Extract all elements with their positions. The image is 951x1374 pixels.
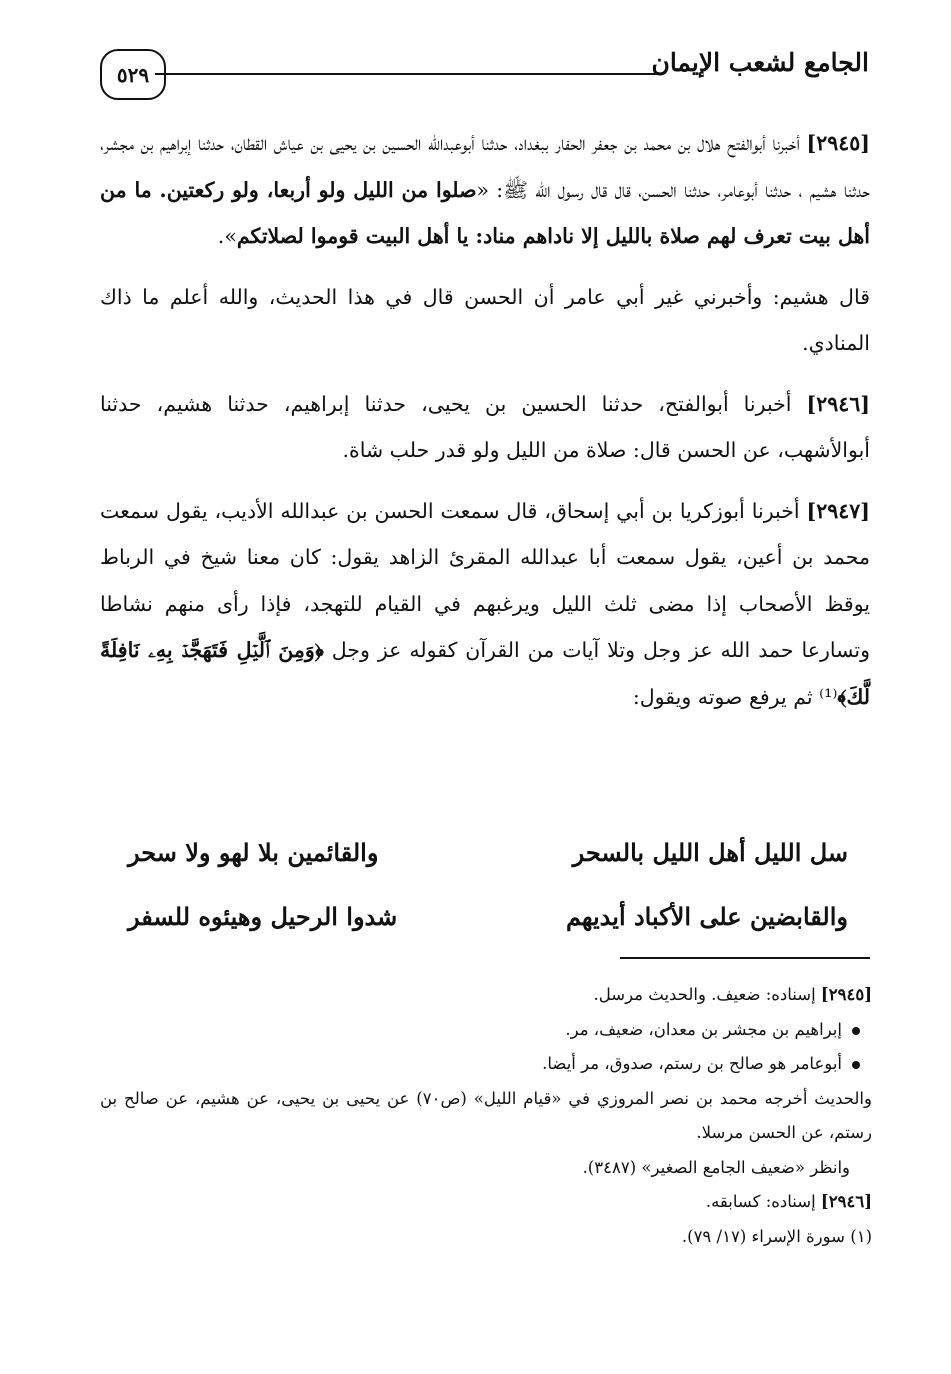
prophetic-saying: صلوا من الليل ولو أربعا، ولو ركعتين. ما من أهل بيت تعرف لهم صلاة بالليل إلا ناداهم مناد: يا أهل البيت قوموا لصلاتكم	[100, 177, 870, 248]
verse-second-hemistich: شدوا الرحيل وهيئوه للسفر	[128, 901, 398, 931]
hadith-number: [٢٩٤٦]	[806, 391, 870, 416]
page-number-badge	[100, 49, 166, 100]
footnote	[100, 1082, 872, 1151]
hadith-2947	[100, 488, 870, 721]
footnote-text: إسناده: كسابقه.	[705, 1192, 821, 1211]
footnote	[100, 1151, 872, 1186]
hadith-2946	[100, 381, 870, 474]
poem-verse	[128, 820, 848, 884]
footnote-separator	[620, 957, 870, 959]
hadith-2945	[100, 120, 870, 260]
poem	[128, 820, 848, 948]
verse-first-hemistich: والقابضين على الأكباد أيديهم	[565, 901, 848, 931]
hadith-number: [٢٩٤٧]	[806, 498, 870, 523]
footnote-text: وانظر «ضعيف الجامع الصغير» (٣٤٨٧).	[582, 1157, 850, 1177]
text-segment: أخبرنا أبوالفتح هلال بن محمد بن جعفر الحفار ببغداد، حدثنا أبوعبدالله الحسين بن يحيى بن عياش القطان، حدثنا إبراهيم بن مجشر، حدثنا هشيم ، حدثنا أبوعامر، حدثنا الحسن، قال قال رسول الله ﷺ: «	[100, 131, 870, 202]
running-title: الجامع لشعب الإيمان	[651, 48, 869, 77]
text-segment: ⁽¹⁾ ثم يرفع صوته ويقول:	[632, 684, 838, 709]
footnote-text: (١) سورة الإسراء (١٧/ ٧٩).	[681, 1226, 872, 1246]
footnote-bullet	[100, 1047, 872, 1082]
text-segment: ».	[217, 224, 237, 248]
poem-verse	[128, 884, 848, 948]
footnotes	[100, 978, 872, 1254]
footnote-text: أبوعامر هو صالح بن رستم، صدوق، مر أيضا.	[542, 1054, 842, 1073]
footnote	[100, 978, 872, 1013]
footnote-number: [٢٩٤٥]	[820, 985, 872, 1004]
text-segment: أخبرنا أبوالفتح، حدثنا الحسين بن يحيى، حدثنا إبراهيم، حدثنا هشيم، حدثنا أبوالأشهب، عن الحسن قال: صلاة من الليل ولو قدر حلب شاة.	[100, 391, 870, 462]
footnote-number: [٢٩٤٦]	[820, 1192, 872, 1211]
footnote-text: والحديث أخرجه محمد بن نصر المروزي في «قيام الليل» (ص٧٠) عن يحيى بن يحيى، عن هشيم، عن صالح بن رستم، عن الحسن مرسلا.	[100, 1088, 872, 1142]
quran-verse: ﴿وَمِنَ ٱلَّيۡلِ فَتَهَجَّدۡ بِهِۦ نَافِلَةً لَّكَ﴾	[100, 638, 870, 709]
verse-second-hemistich: والقائمين بلا لهو ولا سحر	[128, 837, 379, 867]
bullet-icon	[852, 1027, 860, 1035]
narrator-comment	[100, 274, 870, 367]
main-text	[100, 120, 870, 734]
footnote-text: إبراهيم بن مجشر بن معدان، ضعيف، مر.	[565, 1019, 842, 1039]
text-segment: قال هشيم: وأخبرني غير أبي عامر أن الحسن قال في هذا الحديث، والله أعلم ما ذاك المنادي.	[100, 284, 870, 355]
header-rule	[155, 73, 660, 75]
page-number: ٥٢٩	[116, 62, 150, 87]
footnote	[100, 1220, 872, 1255]
bullet-icon	[852, 1061, 860, 1069]
footnote	[100, 1185, 872, 1220]
footnote-bullet	[100, 1013, 872, 1048]
verse-first-hemistich: سل الليل أهل الليل بالسحر	[572, 837, 848, 867]
footnote-text: إسناده: ضعيف. والحديث مرسل.	[593, 985, 821, 1004]
hadith-number: [٢٩٤٥]	[806, 131, 870, 155]
text-segment: أخبرنا أبوزكريا بن أبي إسحاق، قال سمعت الحسن بن عبدالله الأديب، يقول سمعت محمد بن أعين، يقول سمعت أبا عبدالله المقرئ الزاهد يقول: كان معنا شيخ في الرباط يوقظ الأصحاب إذا مضى ثلث الليل ويرغبهم في القيام للتهجد، فإذا رأى منهم نشاطا وتسارعا حمد الله عز وجل وتلا آيات من القرآن كقوله عز وجل	[100, 498, 870, 662]
